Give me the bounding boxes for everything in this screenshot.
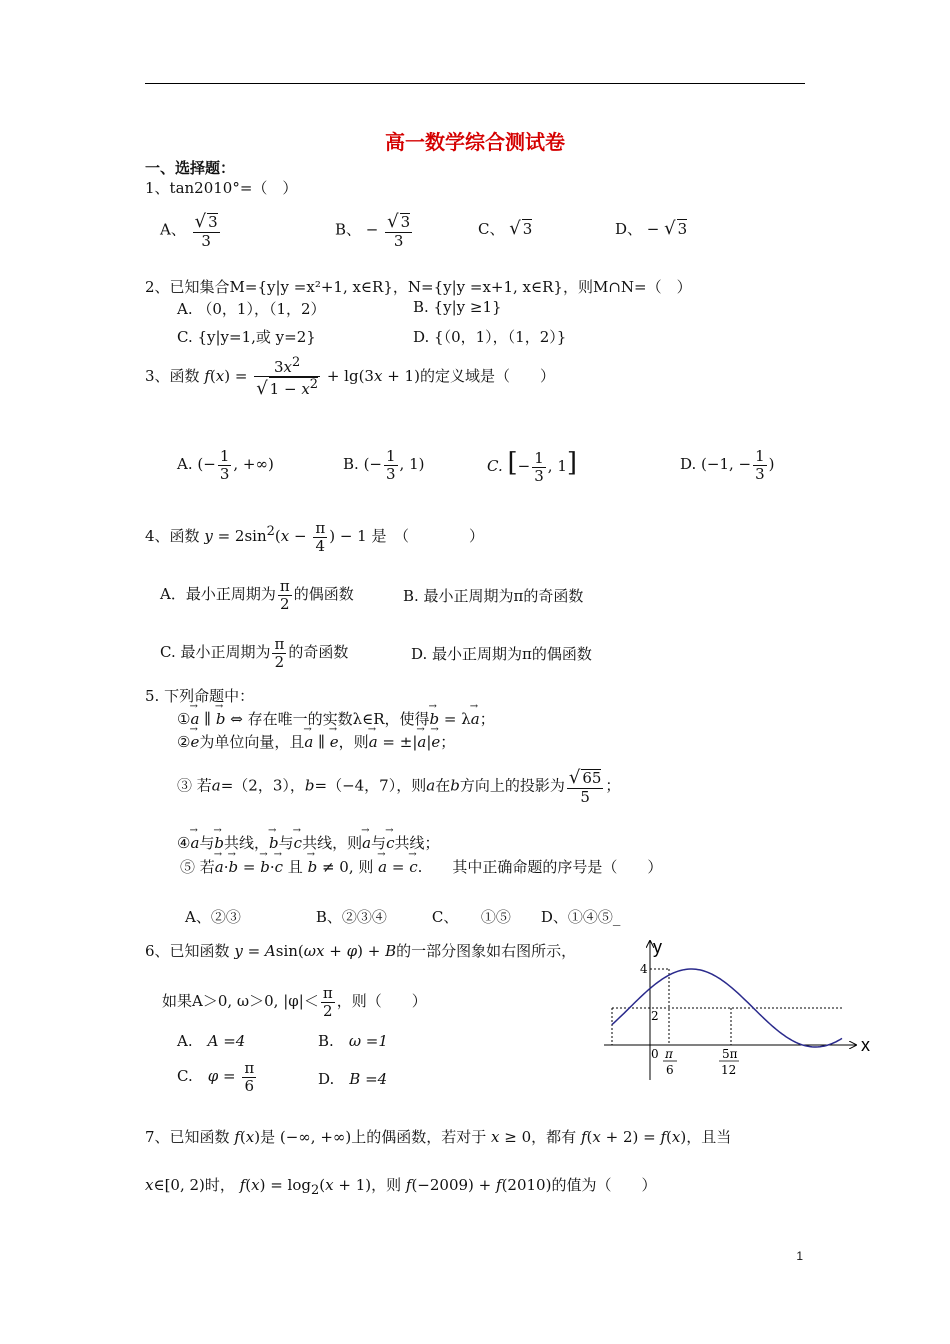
q4-option-d: D. 最小正周期为π的偶函数 [411, 645, 592, 663]
q5-stem: 5. 下列命题中： [145, 687, 255, 705]
q5-item-3: ③ 若a=（2，3），b=（−4，7），则a在b方向上的投影为 $\frac{√ 65}{5}$ ； [177, 767, 621, 806]
sine-curve [612, 969, 842, 1047]
q2-option-a: A. （0，1），（1，2） [177, 300, 326, 318]
x-tick-pi6-num: π [665, 1047, 673, 1061]
y-axis-label: y [653, 937, 662, 957]
x-tick-pi6-den: 6 [666, 1063, 674, 1077]
q2-stem: 2、已知集合M={y|y =x²+1, x∈R}，N={y|y =x+1, x∈R}，则M∩N=（ ） [145, 278, 692, 296]
q5-item-5: ⑤ 若→ a·→ b = → b·→ c 且 → b ≠ 0, 则 → a = → c. 其中正确命题的序号是（ ） [180, 856, 662, 877]
x-tick-5pi12-den: 12 [721, 1063, 737, 1077]
q7-line-2: x∈[0, 2)时， $f(x) = \log_2(x + 1)$，则 f(−2009) + f(2010)的值为（ ） [145, 1176, 657, 1198]
page-title: 高一数学综合测试卷 [385, 130, 565, 154]
q5-item-1: ①→ a ∥ → b ⇔ 存在唯一的实数λ∈R，使得→ b = λ→ a； [177, 708, 495, 729]
section-heading: 一、选择题： [145, 159, 236, 177]
q4-option-a: A．最小正周期为 $\frac{\pi}{2}$ 的偶函数 [160, 577, 354, 613]
q6-condition: 如果A＞0, ω＞0, |φ|＜ $\frac{\pi}{2}$ ，则（ ） [162, 984, 427, 1020]
q1-option-c: C、 √ 3 [478, 218, 533, 239]
q2-option-d: D. {（0，1），（1，2）} [413, 328, 567, 346]
y-tick-4: 4 [640, 962, 648, 976]
sine-graph [598, 935, 878, 1085]
q7-line-1: 7、已知函数 f(x)是 (−∞, +∞)上的偶函数，若对于 x ≥ 0，都有 f(x + 2) = f(x)，且当 [145, 1128, 732, 1146]
q3-option-b: B. (− $\frac{1}{3}$ , 1) [343, 447, 425, 483]
q4-option-c: C. 最小正周期为 $\frac{\pi}{2}$ 的奇函数 [160, 635, 349, 671]
x-axis-label: x [861, 1035, 870, 1055]
q3-option-a: A. (− $\frac{1}{3}$ , +∞) [177, 447, 274, 483]
header-rule [145, 83, 805, 84]
q6-option-b: B. ω =1 [318, 1032, 388, 1050]
page-number: 1 [796, 1249, 803, 1263]
q1-option-d: D、 − √ 3 [615, 218, 688, 239]
q1-option-b: B、 − $\frac{√ 3}{3}$ [335, 211, 411, 250]
q2-option-b: B. {y|y ≥1} [413, 298, 502, 316]
q3-option-d: D. (−1, − $\frac{1}{3}$ ) [680, 447, 775, 483]
x-tick-0: 0 [651, 1047, 659, 1061]
x-tick-5pi12-num: 5π [722, 1047, 738, 1061]
q6-option-a: A. A =4 [177, 1032, 246, 1050]
q1-option-a: A、 $\frac{√ 3}{3}$ [160, 211, 218, 250]
q1-stem: 1、tan2010°=（ ） [145, 179, 298, 197]
q3-stem: 3、函数 f(x) = $\frac{3x^2}{√ 1 - x^2}$ + lg(3x + 1)的定义域是（ ） [145, 355, 555, 399]
q3-option-c: C. [− $\frac{1}{3}$ , 1] [487, 448, 578, 485]
q4-stem: 4、函数 $y = 2\sin^2(x$ − $\frac{\pi}{4}$ ) − 1 是 （ ） [145, 519, 484, 555]
q6-option-c: C. φ = $\frac{\pi}{6}$ [177, 1059, 255, 1095]
q5-item-2: ②→ e为单位向量，且→ a ∥ → e，则→ a = ±|→ a|→ e； [177, 731, 455, 752]
q4-option-b: B. 最小正周期为π的奇函数 [403, 587, 584, 605]
y-tick-2: 2 [651, 1009, 659, 1023]
q5-options: A、②③ B、②③④ C、 ①⑤ D、①④⑤_ [185, 908, 621, 926]
q5-item-4: ④→ a与→ b共线，→ b与→ c共线，则→ a与→ c共线； [177, 832, 439, 853]
q6-option-d: D. B =4 [318, 1070, 388, 1088]
q2-option-c: C. {y|y=1,或 y=2} [177, 328, 316, 346]
q6-stem: 6、已知函数 y = Asin(ωx + φ) + B的一部分图象如右图所示， [145, 942, 577, 960]
